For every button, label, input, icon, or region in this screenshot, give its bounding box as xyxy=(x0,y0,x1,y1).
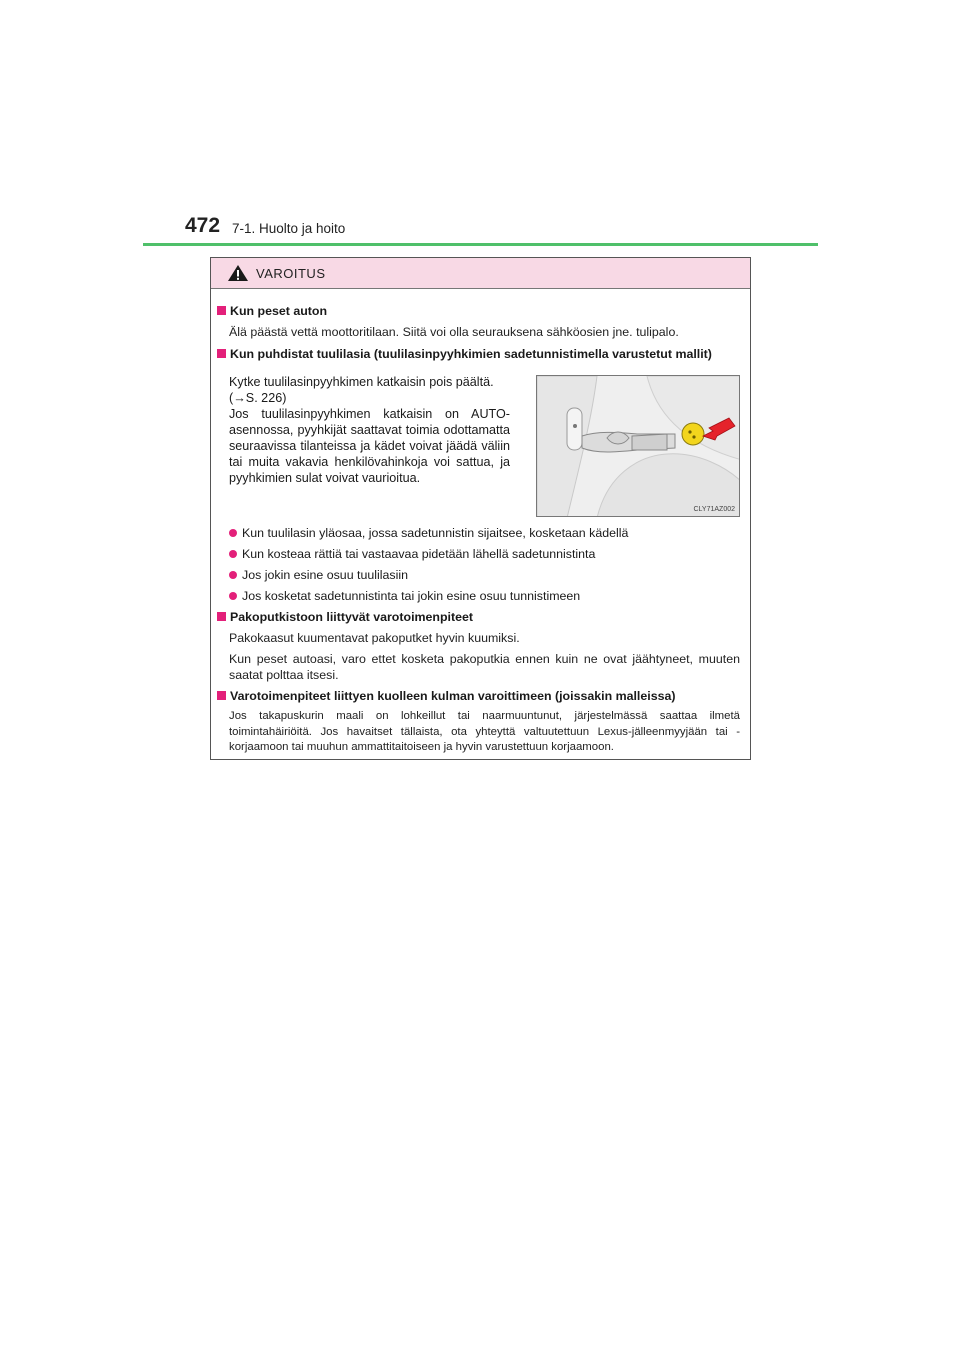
header-rule xyxy=(143,243,818,246)
rain-sensor-text xyxy=(229,374,510,517)
warning-box xyxy=(210,257,751,760)
section-title: 7-1. Huolto ja hoito xyxy=(232,221,346,236)
round-bullet-icon xyxy=(229,550,237,558)
item-heading-windshield xyxy=(217,346,740,363)
rain-sensor-block xyxy=(217,374,740,517)
round-bullet-icon xyxy=(229,592,237,600)
round-bullet-icon xyxy=(229,571,237,579)
page-reference: (→S. 226) xyxy=(229,391,287,405)
item-heading-text: Pakoputkistoon liittyvät varotoimenpiteet xyxy=(230,610,474,624)
list-item-text: Jos jokin esine osuu tuulilasiin xyxy=(242,568,408,582)
item-heading-text: Varotoimenpiteet liittyen kuolleen kulman varoittimeen (joissakin malleissa) xyxy=(230,689,676,703)
warning-header xyxy=(211,258,750,289)
list-item-text: Kun tuulilasin yläosaa, jossa sadetunnistin sijaitsee, kosketaan kädellä xyxy=(242,526,629,540)
warning-body xyxy=(211,289,750,756)
item-text: Pakokaasut kuumentavat pakoputket hyvin kuumiksi. xyxy=(229,631,520,645)
item-heading-exhaust xyxy=(217,609,740,626)
item-heading-car-wash xyxy=(217,303,740,320)
item-text: Älä päästä vettä moottoritilaan. Siitä voi olla seurauksena sähköosien jne. tulipalo. xyxy=(229,325,679,339)
square-bullet-icon xyxy=(217,691,226,700)
list-item-text: Kun kosteaa rättiä tai vastaavaa pidetään lähellä sadetunnistinta xyxy=(242,547,596,561)
wiper-switch-illustration xyxy=(536,375,740,517)
square-bullet-icon xyxy=(217,349,226,358)
rain-text-line1: Kytke tuulilasinpyyhkimen katkaisin pois päältä. xyxy=(229,375,494,389)
page-number: 472 xyxy=(185,214,221,237)
list-item xyxy=(229,567,740,583)
item-heading-text: Kun peset auton xyxy=(230,304,328,318)
square-bullet-icon xyxy=(217,612,226,621)
item-heading-blind-spot xyxy=(217,688,740,705)
warning-title: VAROITUS xyxy=(256,265,326,281)
list-item xyxy=(229,525,740,541)
figure-code: CLY71AZ002 xyxy=(693,506,735,513)
warning-triangle-icon xyxy=(227,264,249,282)
list-item xyxy=(229,546,740,562)
item-text: Jos takapuskurin maali on lohkeillut tai naarmuuntunut, järjestelmässä saattaa ilmetä toimintahäiriöitä. Jos havaitset tällaista, ota yhteyttä valtuutettuun Lexus-jälleenmyyjään tai -korjaamoon tai muuhun ammattitaitoiseen ja hyvin varustettuun korjaamoon. xyxy=(229,710,740,753)
list-item-text: Jos kosketat sadetunnistinta tai jokin esine osuu tunnistimeen xyxy=(242,589,581,603)
item-text: Kun peset autoasi, varo ettet kosketa pakoputkia ennen kuin ne ovat jäähtyneet, muuten saatat polttaa itsesi. xyxy=(229,652,740,682)
square-bullet-icon xyxy=(217,306,226,315)
rain-text-rest: Jos tuulilasinpyyhkimen katkaisin on AUTO-asennossa, pyyhkijät saattavat toimia odottamatta seuraavissa tilanteissa ja kädet voivat jäädä väliin tai muita vakavia henkilövahinkoja voi sattua, ja pyyhkimien sulat voivat vaurioitua. xyxy=(229,407,511,485)
round-bullet-icon xyxy=(229,529,237,537)
wiper-switch-drawing xyxy=(537,376,740,517)
item-heading-text: Kun puhdistat tuulilasia (tuulilasinpyyhkimien sadetunnistimella varustetut mallit) xyxy=(230,347,712,361)
list-item xyxy=(229,588,740,604)
